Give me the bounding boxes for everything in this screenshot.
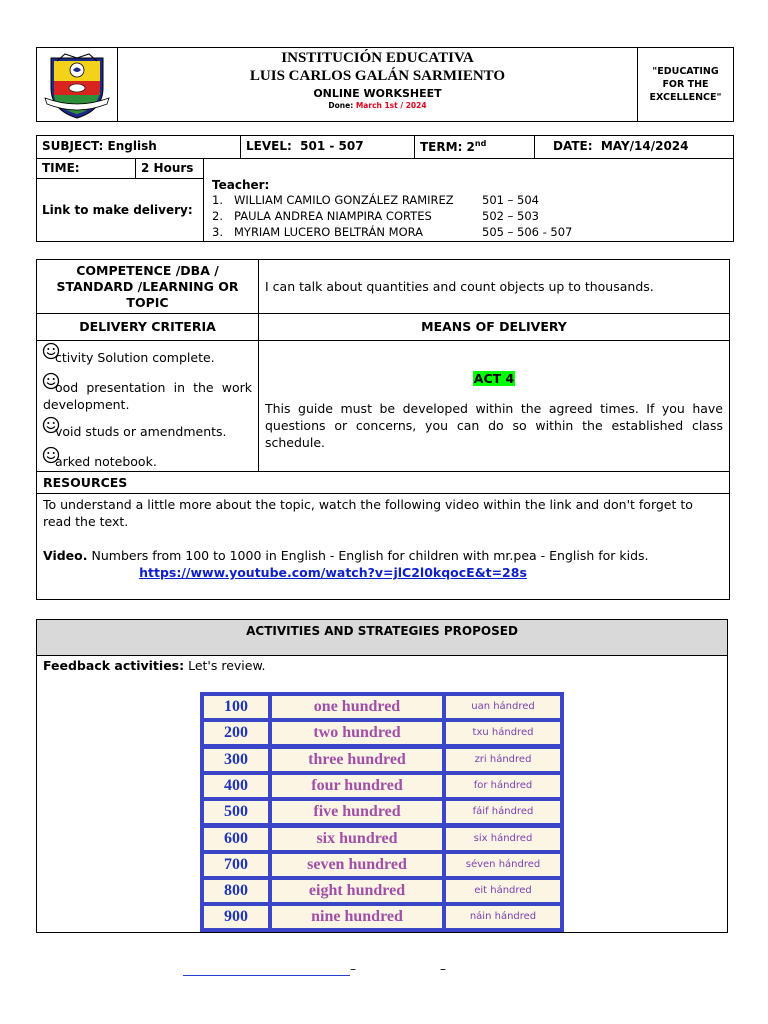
- teacher-name: PAULA ANDREA NIAMPIRA CORTES: [234, 209, 432, 223]
- video-line: [43, 547, 723, 564]
- institution-type: INSTITUCIÓN EDUCATIVA: [281, 50, 474, 66]
- teacher-number: 2.: [212, 209, 223, 223]
- teacher-name: WILLIAM CAMILO GONZÁLEZ RAMIREZ: [234, 193, 454, 207]
- number-digits: 400: [204, 775, 268, 797]
- number-digits: 200: [204, 722, 268, 744]
- number-pronunciation: eit hándred: [446, 880, 560, 902]
- competence-label-cell: [36, 259, 259, 314]
- time-value-cell: [135, 158, 204, 179]
- done-label: Done:: [328, 101, 356, 110]
- act-label: ACT 4: [473, 371, 515, 386]
- link-label: Link to make delivery:: [42, 203, 193, 217]
- number-digits: 800: [204, 880, 268, 902]
- video-link-line: [0, 564, 723, 581]
- criteria-item: [43, 419, 252, 440]
- subject-cell: [36, 135, 241, 159]
- time-value: 2 Hours: [141, 161, 194, 175]
- video-label: Video.: [43, 548, 88, 563]
- competence-text-cell: [258, 259, 730, 314]
- resources-text: To understand a little more about the topic, watch the following video within the link and don't forget to read the text.: [43, 497, 693, 529]
- institution-name: LUIS CARLOS GALÁN SARMIENTO: [249, 68, 506, 84]
- number-pronunciation: txu hándred: [446, 722, 560, 744]
- number-word: nine hundred: [272, 906, 442, 928]
- criteria-header-cell: [36, 313, 259, 341]
- worksheet-title: ONLINE WORKSHEET: [313, 87, 442, 100]
- time-spacer-cell: [203, 158, 734, 179]
- number-word: six hundred: [272, 828, 442, 850]
- competence-text: I can talk about quantities and count objects up to thousands.: [265, 279, 654, 294]
- number-row: [204, 696, 560, 718]
- smiley-icon: [42, 416, 60, 434]
- number-word: one hundred: [272, 696, 442, 718]
- term-cell: [414, 135, 535, 159]
- criteria-item: [43, 345, 252, 366]
- date-value: MAY/14/2024: [600, 139, 689, 153]
- number-row: [204, 722, 560, 744]
- motto-text: "EDUCATING FOR THE EXCELLENCE": [649, 66, 722, 103]
- school-logo-box: [36, 47, 118, 122]
- number-pronunciation: zri hándred: [446, 749, 560, 771]
- criteria-text: arked notebook.: [55, 454, 157, 469]
- teacher-groups: 505 – 506 - 507: [482, 225, 573, 239]
- number-word: five hundred: [272, 801, 442, 823]
- teacher-number: 3.: [212, 225, 223, 239]
- resources-header-cell: [36, 471, 730, 494]
- teacher-list: [212, 192, 733, 240]
- feedback-text: Let's review.: [184, 658, 266, 673]
- subject-text: SUBJECT: English: [42, 139, 157, 153]
- number-pronunciation: fáif hándred: [446, 801, 560, 823]
- number-row: [204, 880, 560, 902]
- teacher-name: MYRIAM LUCERO BELTRÁN MORA: [234, 225, 424, 239]
- criteria-list: [43, 345, 252, 470]
- footer-dash-1: –: [350, 962, 356, 976]
- teacher-number: 1.: [212, 193, 223, 207]
- number-row: [204, 749, 560, 771]
- teachers-cell: [203, 178, 734, 242]
- resources-cell: [36, 493, 730, 600]
- means-cell: [258, 340, 730, 472]
- motto-box: [637, 47, 734, 122]
- number-pronunciation: uan hándred: [446, 696, 560, 718]
- institution-header: [117, 47, 638, 122]
- number-row: [204, 906, 560, 928]
- number-digits: 500: [204, 801, 268, 823]
- criteria-text: void studs or amendments.: [55, 424, 227, 439]
- number-digits: 300: [204, 749, 268, 771]
- number-word: four hundred: [272, 775, 442, 797]
- means-text: This guide must be developed within the agreed times. If you have questions or concerns, you can do so within the established class schedule.: [265, 401, 723, 450]
- footer-dash-2: –: [440, 962, 446, 976]
- number-row: [204, 854, 560, 876]
- criteria-item: [43, 375, 252, 413]
- number-digits: 100: [204, 696, 268, 718]
- done-date-line: [118, 101, 637, 110]
- video-link[interactable]: https://www.youtube.com/watch?v=jlC2l0kqocE&t=28s: [139, 565, 527, 580]
- time-label-cell: [36, 158, 136, 179]
- teacher-groups: 501 – 504: [482, 193, 539, 207]
- feedback-label: Feedback activities:: [43, 658, 185, 673]
- term-label: TERM: 2: [420, 140, 475, 154]
- smiley-icon: [42, 372, 60, 390]
- number-digits: 900: [204, 906, 268, 928]
- competence-label: COMPETENCE /DBA / STANDARD /LEARNING OR TOPIC: [56, 263, 239, 310]
- activities-header: ACTIVITIES AND STRATEGIES PROPOSED: [246, 624, 518, 638]
- school-crest-icon: [37, 48, 117, 121]
- number-row: [204, 775, 560, 797]
- teacher-row: [212, 208, 733, 224]
- number-word: eight hundred: [272, 880, 442, 902]
- means-header-cell: [258, 313, 730, 341]
- criteria-text: ood presentation in the work development.: [43, 380, 252, 412]
- teacher-label: Teacher:: [212, 178, 270, 192]
- activities-header-cell: [36, 619, 728, 656]
- date-cell: [534, 135, 734, 159]
- number-digits: 600: [204, 828, 268, 850]
- act-line: [265, 371, 723, 386]
- number-pronunciation: séven hándred: [446, 854, 560, 876]
- done-date: March 1st / 2024: [355, 101, 427, 110]
- number-word: seven hundred: [272, 854, 442, 876]
- date-label: DATE:: [553, 139, 593, 153]
- resources-header: RESOURCES: [43, 475, 128, 490]
- time-label: TIME:: [42, 161, 80, 175]
- number-row: [204, 828, 560, 850]
- footer-link-line: [183, 975, 350, 976]
- teacher-groups: 502 – 503: [482, 209, 539, 223]
- level-value: 501 - 507: [300, 139, 364, 153]
- numbers-table: [200, 692, 564, 932]
- smiley-icon: [42, 446, 60, 464]
- teacher-row: [212, 192, 733, 208]
- criteria-cell: [36, 340, 259, 472]
- number-word: two hundred: [272, 722, 442, 744]
- teacher-row: [212, 224, 733, 240]
- link-label-cell: [36, 178, 204, 242]
- number-pronunciation: náin hándred: [446, 906, 560, 928]
- number-digits: 700: [204, 854, 268, 876]
- level-label: LEVEL:: [246, 139, 292, 153]
- criteria-text: ctivity Solution complete.: [55, 350, 215, 365]
- means-header: MEANS OF DELIVERY: [421, 319, 567, 334]
- number-word: three hundred: [272, 749, 442, 771]
- criteria-header: DELIVERY CRITERIA: [79, 319, 216, 334]
- video-text: Numbers from 100 to 1000 in English - English for children with mr.pea - English for kids.: [87, 548, 649, 563]
- number-row: [204, 801, 560, 823]
- term-sup: nd: [474, 139, 487, 148]
- smiley-icon: [42, 342, 60, 360]
- level-cell: [240, 135, 415, 159]
- number-pronunciation: six hándred: [446, 828, 560, 850]
- criteria-item: [43, 449, 252, 470]
- number-pronunciation: for hándred: [446, 775, 560, 797]
